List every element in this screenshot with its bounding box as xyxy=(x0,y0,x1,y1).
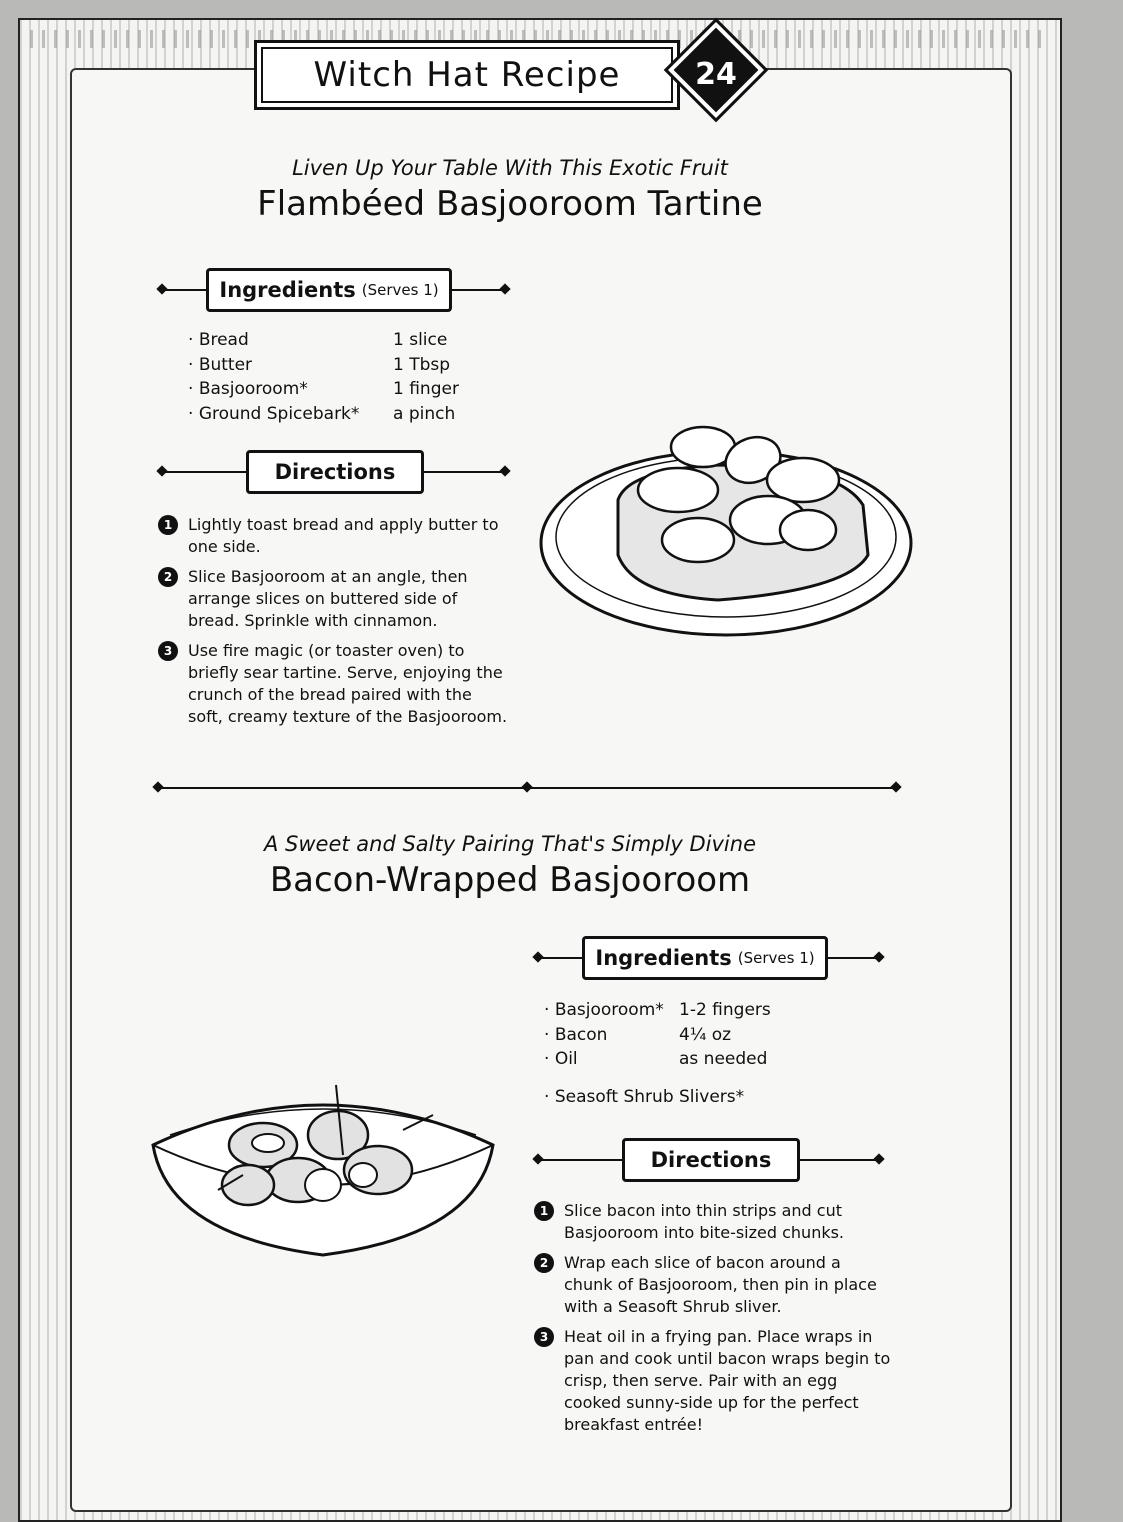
ingredient-name: · Basjooroom* xyxy=(544,998,679,1023)
recipe2-ingredients-bar xyxy=(534,936,887,980)
recipe-header xyxy=(254,40,772,106)
bar-dot xyxy=(156,283,167,294)
bacon-bowl-illustration xyxy=(148,1075,498,1260)
step-number: 2 xyxy=(158,567,178,587)
ingredients-label: Ingredients xyxy=(219,278,356,302)
recipe1-directions-bar xyxy=(158,450,513,494)
recipe1-subtitle: Liven Up Your Table With This Exotic Fruit xyxy=(292,156,728,180)
direction-step xyxy=(534,1200,894,1244)
ingredient-qty: 1-2 fingers xyxy=(679,1000,771,1020)
direction-step xyxy=(158,566,508,632)
direction-step xyxy=(158,514,508,558)
ingredients-label: Ingredients xyxy=(595,946,732,970)
bar-dot xyxy=(873,1153,884,1164)
ingredient-qty: 1 slice xyxy=(393,330,448,350)
ingredient-row xyxy=(544,1047,874,1072)
recipe2-title: Bacon-Wrapped Basjooroom xyxy=(269,860,751,900)
recipe2-ingredients-tag xyxy=(582,936,828,980)
recipe1-title: Flambéed Basjooroom Tartine xyxy=(257,184,763,224)
recipe-number: 24 xyxy=(695,56,737,92)
ingredient-qty: as needed xyxy=(679,1049,768,1069)
ingredient-row xyxy=(188,402,508,427)
ingredient-row xyxy=(188,353,508,378)
recipe1-directions xyxy=(158,514,508,736)
recipe2-directions-tag: Directions xyxy=(622,1138,800,1182)
recipe1-directions-tag: Directions xyxy=(246,450,424,494)
recipe2-ingredients-list xyxy=(544,998,874,1109)
step-text: Wrap each slice of bacon around a chunk of Basjooroom, then pin in place with a Seasoft Shrub sliver. xyxy=(564,1253,877,1316)
step-text: Lightly toast bread and apply butter to one side. xyxy=(188,515,499,556)
ingredient-qty: 1 finger xyxy=(393,379,459,399)
step-number: 3 xyxy=(158,641,178,661)
direction-step xyxy=(534,1326,894,1436)
recipe1-ingredients-tag xyxy=(206,268,452,312)
recipe2-directions xyxy=(534,1200,894,1444)
serves-label: (Serves 1) xyxy=(737,949,815,967)
step-text: Use fire magic (or toaster oven) to briefly sear tartine. Serve, enjoying the crunch of the bread paired with the soft, creamy texture of the Basjooroom. xyxy=(188,641,508,726)
direction-step xyxy=(534,1252,894,1318)
header-title: Witch Hat Recipe xyxy=(313,55,621,95)
ingredient-row xyxy=(544,998,874,1023)
step-number: 1 xyxy=(534,1201,554,1221)
ingredient-name: · Butter xyxy=(188,353,393,378)
ingredient-row xyxy=(544,1023,874,1048)
header-banner xyxy=(254,40,680,110)
ingredient-name: · Basjooroom* xyxy=(188,377,393,402)
ingredient-row xyxy=(544,1085,874,1110)
step-number: 1 xyxy=(158,515,178,535)
step-text: Slice Basjooroom at an angle, then arrange slices on buttered side of bread. Sprinkle with cinnamon. xyxy=(188,567,468,630)
bar-dot xyxy=(873,951,884,962)
bar-dot xyxy=(156,465,167,476)
step-text: Heat oil in a frying pan. Place wraps in pan and cook until bacon wraps begin to crisp, then serve. Pair with an egg cooked sunny-side up for the perfect breakfast entrée! xyxy=(564,1327,891,1434)
step-number: 3 xyxy=(534,1327,554,1347)
direction-step xyxy=(158,640,508,728)
recipe2-directions-bar xyxy=(534,1138,887,1182)
bar-dot xyxy=(532,1153,543,1164)
bar-dot xyxy=(499,465,510,476)
step-text: Slice bacon into thin strips and cut Basjooroom into bite-sized chunks. xyxy=(564,1201,845,1242)
ingredient-name: · Ground Spicebark* xyxy=(188,402,393,427)
ingredient-qty: 4¼ oz xyxy=(679,1024,732,1045)
ingredient-name: · Bacon xyxy=(544,1023,679,1048)
ingredient-row xyxy=(188,328,508,353)
ingredient-qty: 1 Tbsp xyxy=(393,354,451,375)
ingredient-row xyxy=(188,377,508,402)
bar-dot xyxy=(499,283,510,294)
recipe1-ingredients-bar xyxy=(158,268,513,312)
bar-dot xyxy=(532,951,543,962)
step-number: 2 xyxy=(534,1253,554,1273)
ingredient-name: · Bread xyxy=(188,328,393,353)
ingredient-qty: a pinch xyxy=(393,403,456,424)
recipe1-ingredients-list xyxy=(188,328,508,426)
tartine-illustration xyxy=(538,425,918,650)
serves-label: (Serves 1) xyxy=(361,281,439,299)
ingredient-name: · Seasoft Shrub Slivers* xyxy=(544,1085,804,1110)
recipe2-subtitle: A Sweet and Salty Pairing That's Simply Divine xyxy=(263,832,756,856)
ingredient-name: · Oil xyxy=(544,1047,679,1072)
